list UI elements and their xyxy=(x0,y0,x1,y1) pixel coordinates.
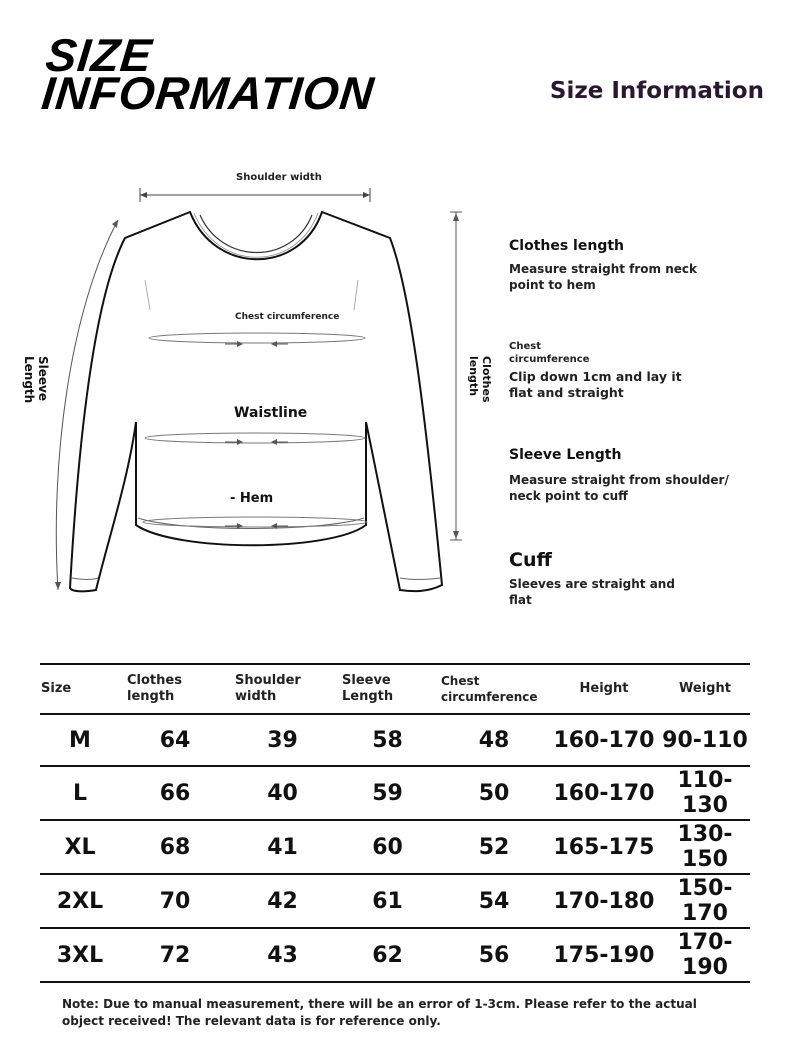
waistline-label: Waistline xyxy=(234,405,308,421)
footnote-line: Note: Due to manual measurement, there will be an error of 1-3cm. Please refer to the actual xyxy=(62,997,697,1011)
cell-clothes-length: 68 xyxy=(159,834,191,860)
seam-left xyxy=(145,280,150,310)
header-size xyxy=(40,664,120,714)
cuff-rib-left xyxy=(72,578,98,580)
hem-measure-ellipse xyxy=(143,517,367,527)
cell-shoulder-width: 42 xyxy=(267,888,298,914)
garment-diagram xyxy=(0,160,480,620)
header-clothes-length xyxy=(120,664,230,714)
title-line-1: SIZE xyxy=(43,29,155,81)
cell-clothes-length: 66 xyxy=(159,780,191,806)
legend-desc-line: point to hem xyxy=(509,278,596,292)
cell-weight: 150-170 xyxy=(677,876,733,926)
chest-arrow-l-head xyxy=(237,341,243,347)
footnote xyxy=(62,996,742,1030)
header-line: Height xyxy=(579,681,629,696)
cell-sleeve-length: 60 xyxy=(372,834,403,860)
header-line: Size xyxy=(41,681,72,696)
legend-desc-line: Measure straight from shoulder/ xyxy=(509,473,729,487)
cell-clothes-length: 64 xyxy=(159,727,191,753)
header-line: Weight xyxy=(679,681,731,696)
legend-sleeve-length-title: Sleeve Length xyxy=(509,447,622,463)
legend-sleeve-length xyxy=(509,447,729,504)
table-row xyxy=(40,874,750,928)
cell-sleeve-length: 61 xyxy=(372,888,403,914)
header-line: Shoulder xyxy=(235,673,301,688)
legend-cuff-desc xyxy=(509,576,675,608)
size-table xyxy=(40,663,750,983)
legend-desc-line: Sleeves are straight and xyxy=(509,577,675,591)
legend-cuff-title: Cuff xyxy=(509,549,552,571)
legend-title-line: circumference xyxy=(509,354,590,365)
cell-size: L xyxy=(72,780,88,806)
shoulder-width-arrow-left xyxy=(140,192,147,198)
legend-desc-line: Measure straight from neck xyxy=(509,262,697,276)
sweater-outline xyxy=(70,212,442,591)
cell-height: 165-175 xyxy=(553,834,655,860)
waist-arrow-r-head xyxy=(271,439,277,445)
header-shoulder-width xyxy=(230,664,335,714)
legend-desc-line: Clip down 1cm and lay it xyxy=(509,369,682,384)
cell-shoulder-width: 41 xyxy=(267,834,298,860)
sleeve-arc-bottom-head xyxy=(55,582,61,590)
clothes-length-head-top xyxy=(453,213,459,221)
page-subtitle: Size Information xyxy=(549,78,764,104)
cell-height: 160-170 xyxy=(553,780,655,806)
title-line-2: INFORMATION xyxy=(39,67,377,119)
cell-height: 160-170 xyxy=(553,727,655,753)
header-line: Clothes xyxy=(127,673,182,688)
header-chest-circumference xyxy=(440,664,548,714)
table-row xyxy=(40,820,750,874)
cell-size: M xyxy=(69,727,91,753)
chest-measure-ellipse xyxy=(149,333,365,343)
sleeve-length-vertical-label: Sleeve Length xyxy=(22,356,50,404)
cell-weight: 130-150 xyxy=(677,822,733,872)
table-row xyxy=(40,928,750,982)
header-line: circumference xyxy=(441,689,538,704)
table-header-row xyxy=(40,664,750,714)
cell-sleeve-length: 62 xyxy=(372,942,403,968)
legend-sleeve-length-desc xyxy=(509,472,729,504)
legend-cuff xyxy=(509,549,675,608)
clothes-length-vertical-label: Clothes length xyxy=(467,356,493,403)
chest-circumference-label: Chest circumference xyxy=(235,312,340,322)
header-sleeve-length xyxy=(335,664,440,714)
cell-chest: 52 xyxy=(478,834,510,860)
legend-clothes-length-title: Clothes length xyxy=(509,238,624,254)
legend-chest xyxy=(509,340,682,401)
cell-sleeve-length: 58 xyxy=(372,727,403,753)
header-line: Sleeve xyxy=(342,673,391,688)
header-line: width xyxy=(235,689,277,704)
cell-weight: 110-130 xyxy=(677,768,733,818)
sleeve-length-arc xyxy=(56,220,118,590)
legend-clothes-length xyxy=(509,238,697,293)
shoulder-width-label: Shoulder width xyxy=(236,172,322,183)
header-weight xyxy=(660,664,750,714)
cuff-rib-right xyxy=(400,578,440,580)
cell-clothes-length: 70 xyxy=(159,888,191,914)
cell-weight: 170-190 xyxy=(677,930,733,980)
legend-desc-line: flat xyxy=(509,593,532,607)
legend-desc-line: neck point to cuff xyxy=(509,489,628,503)
cell-height: 175-190 xyxy=(553,942,655,968)
header-height xyxy=(548,664,660,714)
clothes-length-head-bottom xyxy=(453,531,459,539)
cell-height: 170-180 xyxy=(553,888,655,914)
page-title xyxy=(39,29,380,119)
table-row xyxy=(40,714,750,766)
cell-sleeve-length: 59 xyxy=(372,780,403,806)
hem-label: - Hem xyxy=(230,491,274,506)
cell-chest: 48 xyxy=(478,727,510,753)
header-line: Length xyxy=(342,689,394,704)
legend-chest-title xyxy=(509,340,682,366)
seam-right xyxy=(354,280,358,310)
cell-size: 2XL xyxy=(56,888,104,914)
legend-chest-desc xyxy=(509,369,682,401)
legend-desc-line: flat and straight xyxy=(509,385,624,400)
header-line: Chest xyxy=(441,673,480,688)
table-row xyxy=(40,766,750,820)
cell-size: 3XL xyxy=(56,942,104,968)
shoulder-width-arrow-right xyxy=(363,192,370,198)
cell-shoulder-width: 43 xyxy=(267,942,298,968)
chest-arrow-r-head xyxy=(271,341,277,347)
cell-chest: 56 xyxy=(478,942,510,968)
cell-size: XL xyxy=(64,834,96,860)
cell-clothes-length: 72 xyxy=(159,942,191,968)
footnote-line: object received! The relevant data is for reference only. xyxy=(62,1014,441,1028)
waist-measure-ellipse xyxy=(145,433,365,443)
legend-title-line: Chest xyxy=(509,341,541,352)
cell-chest: 54 xyxy=(478,888,510,914)
cell-weight: 90-110 xyxy=(662,727,748,753)
cell-shoulder-width: 40 xyxy=(267,780,298,806)
cell-chest: 50 xyxy=(478,780,510,806)
header-line: length xyxy=(127,689,175,704)
waist-arrow-l-head xyxy=(237,439,243,445)
cell-shoulder-width: 39 xyxy=(267,727,298,753)
legend-clothes-length-desc xyxy=(509,261,697,293)
